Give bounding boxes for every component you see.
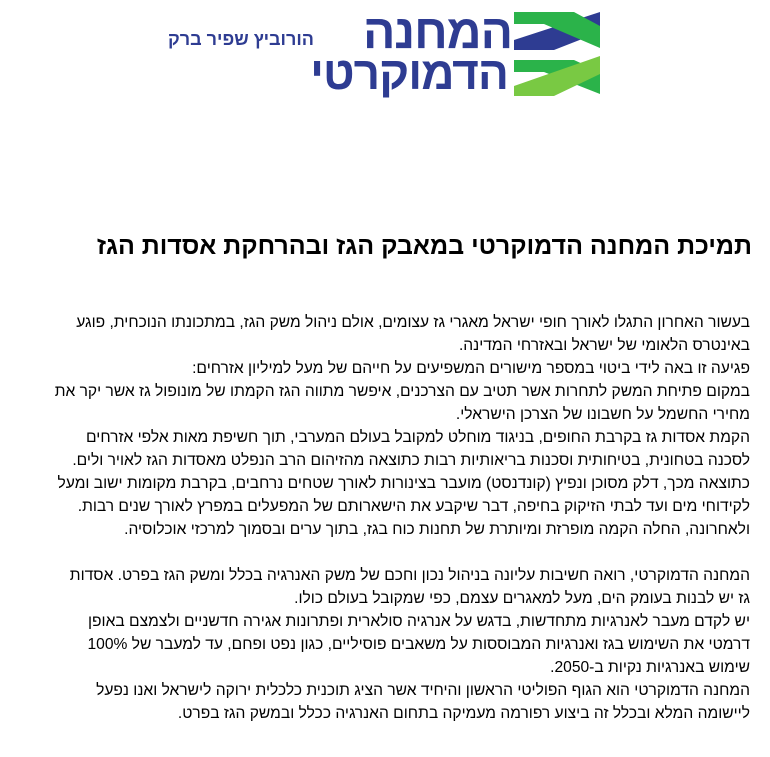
paragraph: כתוצאה מכך, דלק מסוכן ונפיץ (קונדנסט) מועבר בצינורות לאורך שטחים נרחבים, בקרבת מקומות ישוב ומעל לקידוחי מים ועד לבתי הזיקוק בחיפה, דבר שיקבע את הישארותם של המפעלים במפרץ לאורך שנים רבות.: [57, 475, 750, 515]
logo-name-line: הורוביץ שפיר ברק: [168, 29, 314, 49]
paragraph: פגיעה זו באה לידי ביטוי במספר מישורים המשפיעים על חייהם של מעל למיליון אזרחים:: [192, 360, 750, 377]
logo-word-bottom: הדמוקרטי: [310, 47, 508, 99]
paragraph-spacer: [20, 541, 750, 564]
party-logo: [168, 8, 600, 100]
article-title: תמיכת המחנה הדמוקרטי במאבק הגז ובהרחקת אסדות הגז: [96, 232, 752, 260]
paragraph: המחנה הדמוקרטי, רואה חשיבות עליונה בניהול נכון וחכם של משק האנרגיה בכלל ומשק הגז בפרט. אסדות גז יש לבנות בעומק הים, מעל למאגרים עצמם, כפי שמקובל בעולם כולו.: [69, 567, 750, 607]
paragraph: הקמת אסדות גז בקרבת החופים, בניגוד מוחלט למקובל בעולם המערבי, תוך חשיפת מאות אלפי אזרחים לסכנה בטחונית, בטיחותית וסכנות בריאותיות רבות כתוצאה מהזיהום הרב הנפלט מאסדות הגז לאויר ולים.: [72, 429, 750, 469]
logo-stripes-graphic: [514, 12, 600, 96]
paragraph: יש לקדם מעבר לאנרגיות מתחדשות, בדגש על אנרגיה סולארית ופתרונות אגירה חדשניים ולצמצם באופן דרמטי את השימוש בגז ואנרגיות המבוססות על משאבים פוסיליים, כגון נפט ופחם, עד למעבר של 100% שימוש באנרגיות נקיות ב-2050.: [87, 613, 750, 676]
logo-word-top: המחנה: [362, 6, 512, 59]
paragraph: ולאחרונה, החלה הקמה מופרזת ומיותרת של תחנות כוח בגז, בתוך ערים ובסמוך למרכזי אוכלוסיה.: [124, 521, 750, 538]
article-body: [20, 311, 750, 725]
paragraph: המחנה הדמוקרטי הוא הגוף הפוליטי הראשון והיחיד אשר הציג תוכנית כלכלית ירוקה לישראל ואנו נפעל ליישומה המלא ובכלל זה ביצוע רפורמה מעמיקה בתחום האנרגיה ככלל ובמשק הגז בפרט.: [96, 682, 750, 722]
paragraph: בעשור האחרון התגלו לאורך חופי ישראל מאגרי גז עצומים, אולם ניהול משק הגז, במתכונתו הנוכחית, פוגע באינטרס הלאומי של ישראל ובאזרחי המדינה.: [76, 314, 750, 354]
paragraph: במקום פתיחת המשק לתחרות אשר תטיב עם הצרכנים, איפשר מתווה הגז הקמתו של מונופול גז אשר יקר את מחירי החשמל על חשבונו של הצרכן הישראלי.: [54, 383, 750, 423]
